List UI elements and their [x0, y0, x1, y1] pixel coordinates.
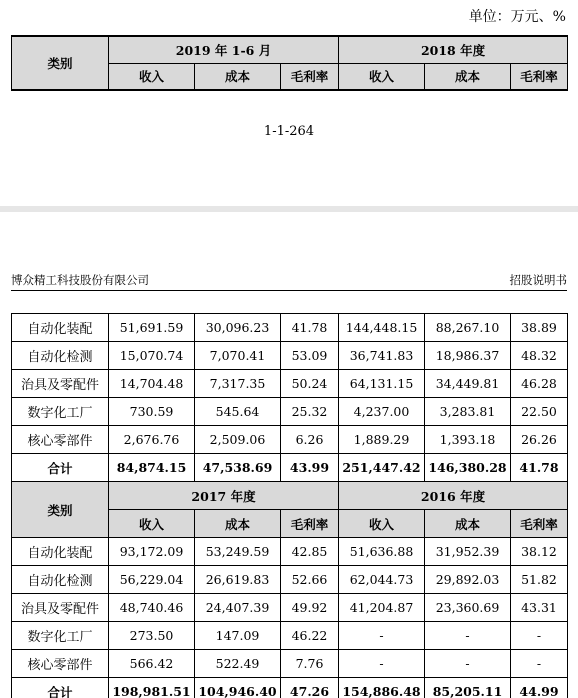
row-category: 自动化检测: [12, 566, 109, 594]
table-row: [12, 566, 568, 594]
row-category: 自动化装配: [12, 314, 109, 342]
table-cell: 31,952.39: [425, 538, 511, 566]
gross-margin-table-top: [11, 35, 568, 91]
row-category: 合计: [12, 678, 109, 698]
table-cell: 46.22: [281, 622, 339, 650]
period-header-2017: 2017 年度: [109, 482, 339, 510]
table-cell: 144,448.15: [339, 314, 425, 342]
table-cell: 53,249.59: [195, 538, 281, 566]
col-header: 毛利率: [281, 510, 339, 538]
table-row: [12, 426, 568, 454]
table-cell: 273.50: [109, 622, 195, 650]
row-category: 核心零部件: [12, 650, 109, 678]
table-cell: 44.99: [511, 678, 568, 698]
table-cell: 41.78: [511, 454, 568, 482]
table-cell: 47,538.69: [195, 454, 281, 482]
table-cell: 50.24: [281, 370, 339, 398]
table-cell: 146,380.28: [425, 454, 511, 482]
page-number: 1-1-264: [263, 124, 315, 139]
table-cell: 85,205.11: [425, 678, 511, 698]
table-cell: 25.32: [281, 398, 339, 426]
table-cell: 7,317.35: [195, 370, 281, 398]
row-category: 合计: [12, 454, 109, 482]
table-cell: -: [339, 622, 425, 650]
col-header: 成本: [195, 63, 281, 90]
row-category: 数字化工厂: [12, 398, 109, 426]
table-cell: 2,676.76: [109, 426, 195, 454]
table-cell: 15,070.74: [109, 342, 195, 370]
row-category: 治具及零配件: [12, 594, 109, 622]
table-cell: 26,619.83: [195, 566, 281, 594]
table-cell: 43.99: [281, 454, 339, 482]
table-cell: 41.78: [281, 314, 339, 342]
table-cell: -: [511, 650, 568, 678]
table-row: [12, 538, 568, 566]
col-header: 成本: [425, 510, 511, 538]
company-name: 博众精工科技股份有限公司: [11, 273, 149, 287]
table-cell: 84,874.15: [109, 454, 195, 482]
table-cell: -: [339, 650, 425, 678]
table-cell: 1,393.18: [425, 426, 511, 454]
table-cell: -: [425, 650, 511, 678]
gross-margin-table: [11, 313, 568, 698]
table-cell: 26.26: [511, 426, 568, 454]
table-cell: 14,704.48: [109, 370, 195, 398]
period-header-2016: 2016 年度: [339, 482, 568, 510]
row-category: 自动化检测: [12, 342, 109, 370]
total-row: [12, 678, 568, 698]
table-cell: 88,267.10: [425, 314, 511, 342]
total-row: [12, 454, 568, 482]
table-cell: 49.92: [281, 594, 339, 622]
col-header: 毛利率: [511, 63, 568, 90]
table-cell: 34,449.81: [425, 370, 511, 398]
table-row: [12, 594, 568, 622]
table-cell: 93,172.09: [109, 538, 195, 566]
period-header-2019h1: 2019 年 1-6 月: [109, 36, 339, 63]
table-cell: 43.31: [511, 594, 568, 622]
col-header: 毛利率: [511, 510, 568, 538]
col-header: 收入: [109, 63, 195, 90]
table-cell: 29,892.03: [425, 566, 511, 594]
table-row: [12, 314, 568, 342]
row-category: 治具及零配件: [12, 370, 109, 398]
table-cell: 154,886.48: [339, 678, 425, 698]
col-header: 收入: [339, 63, 425, 90]
col-header: 毛利率: [281, 63, 339, 90]
col-header: 成本: [425, 63, 511, 90]
table-cell: 46.28: [511, 370, 568, 398]
table-row: [12, 622, 568, 650]
col-header: 收入: [109, 510, 195, 538]
table-cell: 251,447.42: [339, 454, 425, 482]
table-cell: 7.76: [281, 650, 339, 678]
table-cell: 48.32: [511, 342, 568, 370]
row-category: 数字化工厂: [12, 622, 109, 650]
table-cell: 56,229.04: [109, 566, 195, 594]
table-row: [12, 370, 568, 398]
table-cell: 18,986.37: [425, 342, 511, 370]
table-cell: 53.09: [281, 342, 339, 370]
table-cell: 62,044.73: [339, 566, 425, 594]
table-row: [12, 650, 568, 678]
table-cell: 104,946.40: [195, 678, 281, 698]
table-cell: 52.66: [281, 566, 339, 594]
table-cell: 30,096.23: [195, 314, 281, 342]
table-cell: 48,740.46: [109, 594, 195, 622]
table-cell: 522.49: [195, 650, 281, 678]
table-cell: 47.26: [281, 678, 339, 698]
col-header: 成本: [195, 510, 281, 538]
table-cell: -: [425, 622, 511, 650]
table-cell: 22.50: [511, 398, 568, 426]
table-cell: 545.64: [195, 398, 281, 426]
document-title: 招股说明书: [509, 273, 567, 287]
table-cell: 7,070.41: [195, 342, 281, 370]
unit-note: 单位：万元、%: [468, 9, 566, 25]
table-cell: 36,741.83: [339, 342, 425, 370]
table-cell: 51,636.88: [339, 538, 425, 566]
category-header: 类别: [12, 482, 109, 538]
table-cell: 51.82: [511, 566, 568, 594]
table-cell: 6.26: [281, 426, 339, 454]
header-rule: [11, 290, 567, 291]
table-cell: 566.42: [109, 650, 195, 678]
table-cell: 38.12: [511, 538, 568, 566]
table-cell: 24,407.39: [195, 594, 281, 622]
page-divider: [0, 206, 578, 212]
table-cell: 23,360.69: [425, 594, 511, 622]
table-row: [12, 342, 568, 370]
table-cell: 38.89: [511, 314, 568, 342]
table-cell: 730.59: [109, 398, 195, 426]
table-row: [12, 398, 568, 426]
table-cell: 64,131.15: [339, 370, 425, 398]
table-cell: 2,509.06: [195, 426, 281, 454]
table-cell: 42.85: [281, 538, 339, 566]
col-header: 收入: [339, 510, 425, 538]
table-cell: 41,204.87: [339, 594, 425, 622]
table-cell: 51,691.59: [109, 314, 195, 342]
table-cell: 4,237.00: [339, 398, 425, 426]
row-category: 自动化装配: [12, 538, 109, 566]
table-cell: -: [511, 622, 568, 650]
row-category: 核心零部件: [12, 426, 109, 454]
period-header-2018: 2018 年度: [339, 36, 568, 63]
table-cell: 1,889.29: [339, 426, 425, 454]
table-cell: 198,981.51: [109, 678, 195, 698]
table-cell: 3,283.81: [425, 398, 511, 426]
category-header: 类别: [12, 36, 109, 90]
table-cell: 147.09: [195, 622, 281, 650]
